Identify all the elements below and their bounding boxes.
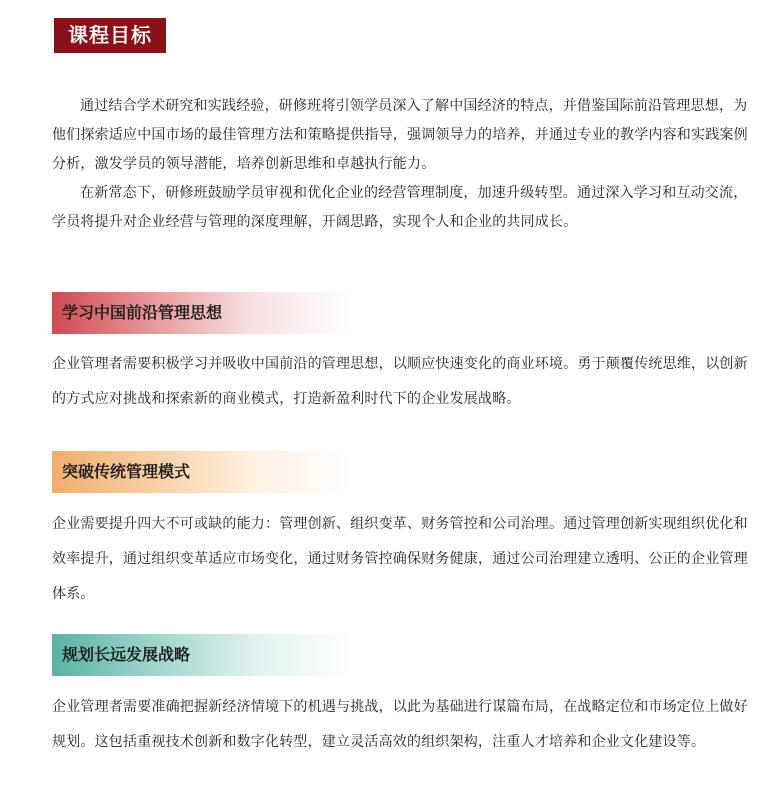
course-goal-title: 课程目标 <box>54 18 166 53</box>
section-heading-long-term-strategy: 规划长远发展战略 <box>52 634 352 676</box>
section-heading-break-traditional-model: 突破传统管理模式 <box>52 451 352 493</box>
section-body-cutting-edge-thinking: 企业管理者需要积极学习并吸收中国前沿的管理思想，以顺应快速变化的商业环境。勇于颠覆传统思维，以创新的方式应对挑战和探索新的商业模式，打造新盈利时代下的企业发展战略。 <box>52 356 748 407</box>
intro-paragraph-1: 通过结合学术研究和实践经验，研修班将引领学员深入了解中国经济的特点，并借鉴国际前沿管理思想，为他们探索适应中国市场的最佳管理方法和策略提供指导，强调领导力的培养，并通过专业的教学内容和实践案例分析，激发学员的领导潜能，培养创新思维和卓越执行能力。 <box>52 98 748 172</box>
section-body-long-term-strategy: 企业管理者需要准确把握新经济情境下的机遇与挑战，以此为基础进行谋篇布局，在战略定位和市场定位上做好规划。这包括重视技术创新和数字化转型，建立灵活高效的组织架构，注重人才培养和企业文化建设等。 <box>52 699 748 750</box>
intro-paragraph-2: 在新常态下，研修班鼓励学员审视和优化企业的经营管理制度，加速升级转型。通过深入学习和互动交流，学员将提升对企业经营与管理的深度理解，开阔思路，实现个人和企业的共同成长。 <box>52 185 748 230</box>
intro-text <box>52 92 748 237</box>
section-body-break-traditional-model: 企业需要提升四大不可或缺的能力：管理创新、组织变革、财务管控和公司治理。通过管理创新实现组织优化和效率提升，通过组织变革适应市场变化，通过财务管控确保财务健康，通过公司治理建立透明、公正的企业管理体系。 <box>52 516 748 602</box>
section-heading-cutting-edge-thinking: 学习中国前沿管理思想 <box>52 292 352 334</box>
